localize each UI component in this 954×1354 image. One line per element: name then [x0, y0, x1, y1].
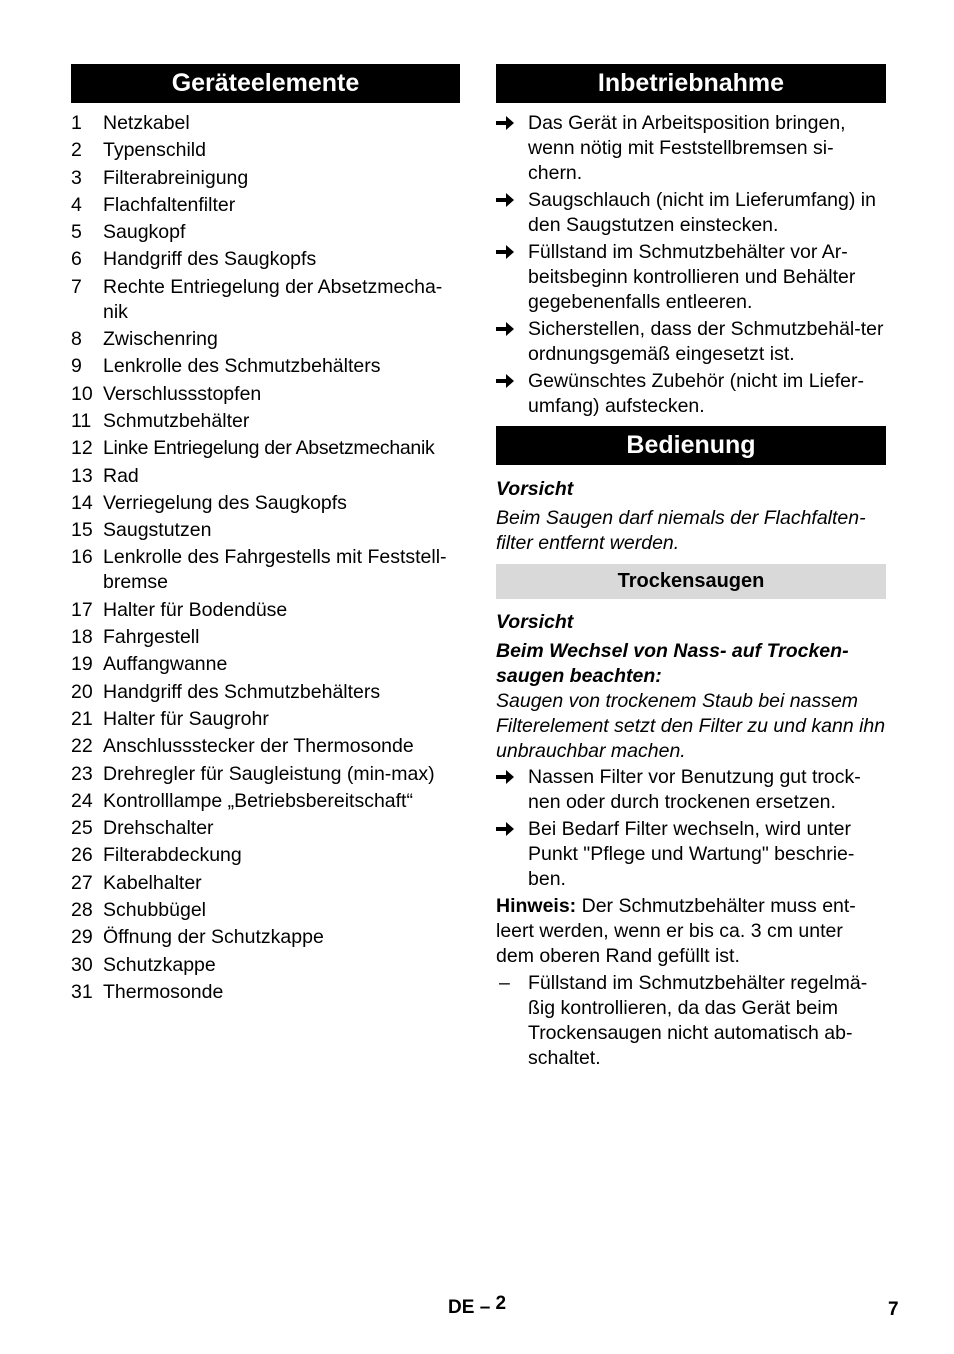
arrow-right-icon [496, 373, 514, 389]
list-item [71, 871, 460, 896]
list-item [71, 925, 460, 950]
list-item [71, 843, 460, 868]
list-item-text: Netzkabel [103, 112, 190, 134]
dash-item-text: Füllstand im Schmutzbehälter regelmä-ßig kontrollieren, da das Gerät beim Trockensaugen nicht automatisch ab-schaltet. [528, 972, 868, 1069]
footer-sub-page: 2 [495, 1293, 507, 1314]
step-bullet [496, 369, 528, 419]
list-item [71, 980, 460, 1005]
list-item [71, 247, 460, 272]
list-item-number: 14 [71, 491, 93, 514]
left-column [71, 64, 460, 1007]
device-elements-list [71, 111, 460, 1005]
list-item-number: 23 [71, 762, 93, 785]
list-item-text: Halter für Saugrohr [103, 707, 269, 730]
list-item [71, 111, 460, 136]
list-item [71, 734, 460, 759]
list-item-number: 28 [71, 899, 93, 922]
list-item-number: 2 [71, 139, 82, 162]
step-text: Bei Bedarf Filter wechseln, wird unter Punkt "Pflege und Wartung" beschrie-ben. [528, 818, 855, 890]
step-item [496, 317, 886, 367]
arrow-right-icon [496, 115, 514, 131]
list-item-number: 10 [71, 382, 93, 405]
list-item-number: 31 [71, 980, 93, 1003]
list-item [71, 598, 460, 623]
dry-steps-list [496, 765, 886, 892]
list-item-text: Lenkrolle des Fahrgestells mit Feststell-bremse [103, 546, 447, 594]
list-item-number: 8 [71, 328, 82, 351]
step-text: Gewünschtes Zubehör (nicht im Liefer-umfang) aufstecken. [528, 370, 864, 417]
list-item [71, 409, 460, 434]
section-heading-inbetriebnahme: Inbetriebnahme [496, 64, 886, 103]
step-bullet [496, 317, 528, 367]
step-item [496, 369, 886, 419]
list-item [71, 816, 460, 841]
list-item-number: 22 [71, 735, 93, 758]
list-item-text: Schutzkappe [103, 953, 216, 976]
startup-steps-list [496, 111, 886, 419]
list-item [71, 327, 460, 352]
list-item-text: Verschlussstopfen [103, 382, 262, 405]
list-item-number: 13 [71, 464, 93, 487]
section-heading-bedienung: Bedienung [496, 426, 886, 465]
list-item-number: 15 [71, 519, 93, 542]
step-bullet [496, 765, 528, 815]
list-item [71, 545, 460, 595]
arrow-right-icon [496, 192, 514, 208]
subsection-heading-trockensaugen: Trockensaugen [496, 564, 886, 599]
list-item-text: Kontrolllampe „Betriebsbereitschaft“ [103, 789, 413, 812]
footer-language-page [448, 1293, 507, 1319]
list-item-text: Filterabreinigung [103, 166, 249, 189]
list-item [71, 953, 460, 978]
list-item [71, 436, 460, 461]
list-item-text: Schubbügel [103, 899, 207, 922]
step-text: Saugschlauch (nicht im Lieferumfang) in den Saugstutzen einstecken. [528, 189, 876, 236]
list-item-number: 25 [71, 817, 93, 840]
step-item [496, 765, 886, 815]
list-item-text: Rechte Entriegelung der Absetzmecha-nik [103, 275, 443, 323]
list-item [71, 464, 460, 489]
arrow-right-icon [496, 321, 514, 337]
step-item [496, 188, 886, 238]
note-paragraph [496, 894, 886, 969]
step-bullet [496, 111, 528, 186]
list-item-text: Linke Entriegelung der Absetzmechanik [103, 437, 435, 460]
list-item-number: 3 [71, 166, 82, 189]
dash-bullet: – [499, 972, 510, 994]
list-item-number: 12 [71, 437, 93, 460]
list-item [71, 518, 460, 543]
note-label: Hinweis: [496, 895, 577, 917]
list-item [71, 680, 460, 705]
list-item-number: 21 [71, 707, 93, 730]
footer-lang: DE [448, 1297, 475, 1318]
step-text: Sicherstellen, dass der Schmutzbehäl-ter ordnungsgemäß eingesetzt ist. [528, 318, 884, 365]
list-item-number: 9 [71, 355, 82, 378]
list-item-number: 18 [71, 626, 93, 649]
caution-label: Vorsicht [496, 478, 574, 500]
list-item-text: Saugkopf [103, 221, 186, 244]
list-item-text: Saugstutzen [103, 519, 212, 542]
dash-list-item [496, 971, 886, 1071]
step-text: Füllstand im Schmutzbehälter vor Ar-beitsbeginn kontrollieren und Behälter gegebenenfalls entleeren. [528, 241, 856, 313]
arrow-right-icon [496, 769, 514, 785]
list-item-text: Schmutzbehälter [103, 409, 250, 432]
list-item-text: Zwischenring [103, 328, 218, 351]
list-item-number: 5 [71, 221, 82, 244]
list-item-text: Verriegelung des Saugkopfs [103, 491, 347, 514]
step-bullet [496, 188, 528, 238]
step-item [496, 817, 886, 892]
list-item-number: 16 [71, 546, 93, 569]
list-item [71, 193, 460, 218]
list-item-text: Flachfaltenfilter [103, 193, 236, 216]
step-text: Das Gerät in Arbeitsposition bringen, wenn nötig mit Feststellbremsen si-chern. [528, 112, 846, 184]
list-item-text: Halter für Bodendüse [103, 598, 288, 621]
step-text: Nassen Filter vor Benutzung gut trock-nen oder durch trockenen ersetzen. [528, 766, 861, 813]
list-item [71, 382, 460, 407]
list-item-number: 6 [71, 248, 82, 271]
list-item [71, 275, 460, 325]
list-item [71, 625, 460, 650]
note-text: Der Schmutzbehälter muss ent-leert werden, wenn er bis ca. 3 cm unter dem oberen Rand gefüllt ist. [496, 895, 856, 967]
list-item-text: Anschlussstecker der Thermosonde [103, 735, 414, 758]
list-item-number: 30 [71, 953, 93, 976]
list-item-text: Kabelhalter [103, 871, 202, 894]
arrow-right-icon [496, 821, 514, 837]
caution-bold-dry: Beim Wechsel von Nass- auf Trocken-saugen beachten: [496, 640, 849, 687]
step-item [496, 111, 886, 186]
list-item-number: 26 [71, 844, 93, 867]
step-item [496, 240, 886, 315]
list-item-text: Drehregler für Saugleistung (min-max) [103, 762, 435, 785]
list-item-text: Fahrgestell [103, 626, 200, 649]
list-item-text: Lenkrolle des Schmutzbehälters [103, 355, 381, 378]
list-item [71, 898, 460, 923]
list-item-number: 27 [71, 871, 93, 894]
caution-text-dry: Saugen von trockenem Staub bei nassem Filterelement setzt den Filter zu und kann ihn unbrauchbar machen. [496, 690, 886, 762]
list-item-text: Handgriff des Schmutzbehälters [103, 680, 381, 703]
list-item-text: Handgriff des Saugkopfs [103, 248, 317, 271]
list-item [71, 789, 460, 814]
list-item-number: 4 [71, 193, 82, 216]
list-item [71, 707, 460, 732]
list-item-number: 17 [71, 598, 93, 621]
list-item-text: Filterabdeckung [103, 844, 242, 867]
section-heading-geraeteelemente: Geräteelemente [71, 64, 460, 103]
list-item [71, 491, 460, 516]
list-item-number: 7 [71, 275, 82, 298]
list-item-number: 20 [71, 680, 93, 703]
step-bullet [496, 240, 528, 315]
list-item [71, 138, 460, 163]
list-item-text: Auffangwanne [103, 653, 228, 676]
caution-label-dry: Vorsicht [496, 611, 574, 633]
list-item-text: Drehschalter [103, 817, 214, 840]
right-column [496, 64, 886, 1071]
list-item-text: Typenschild [103, 139, 206, 162]
list-item [71, 220, 460, 245]
list-item-number: 19 [71, 653, 93, 676]
step-bullet [496, 817, 528, 892]
arrow-right-icon [496, 244, 514, 260]
caution-text: Beim Saugen darf niemals der Flachfalten-filter entfernt werden. [496, 507, 866, 554]
list-item-number: 11 [71, 409, 92, 432]
list-item [71, 354, 460, 379]
list-item-number: 24 [71, 789, 93, 812]
page-number: 7 [888, 1299, 899, 1320]
list-item-text: Rad [103, 464, 139, 487]
footer-sep: – [479, 1297, 491, 1318]
list-item [71, 762, 460, 787]
list-item [71, 166, 460, 191]
list-item [71, 652, 460, 677]
list-item-number: 29 [71, 926, 93, 949]
list-item-text: Thermosonde [103, 980, 224, 1003]
list-item-text: Öffnung der Schutzkappe [103, 926, 324, 949]
list-item-number: 1 [71, 112, 82, 134]
